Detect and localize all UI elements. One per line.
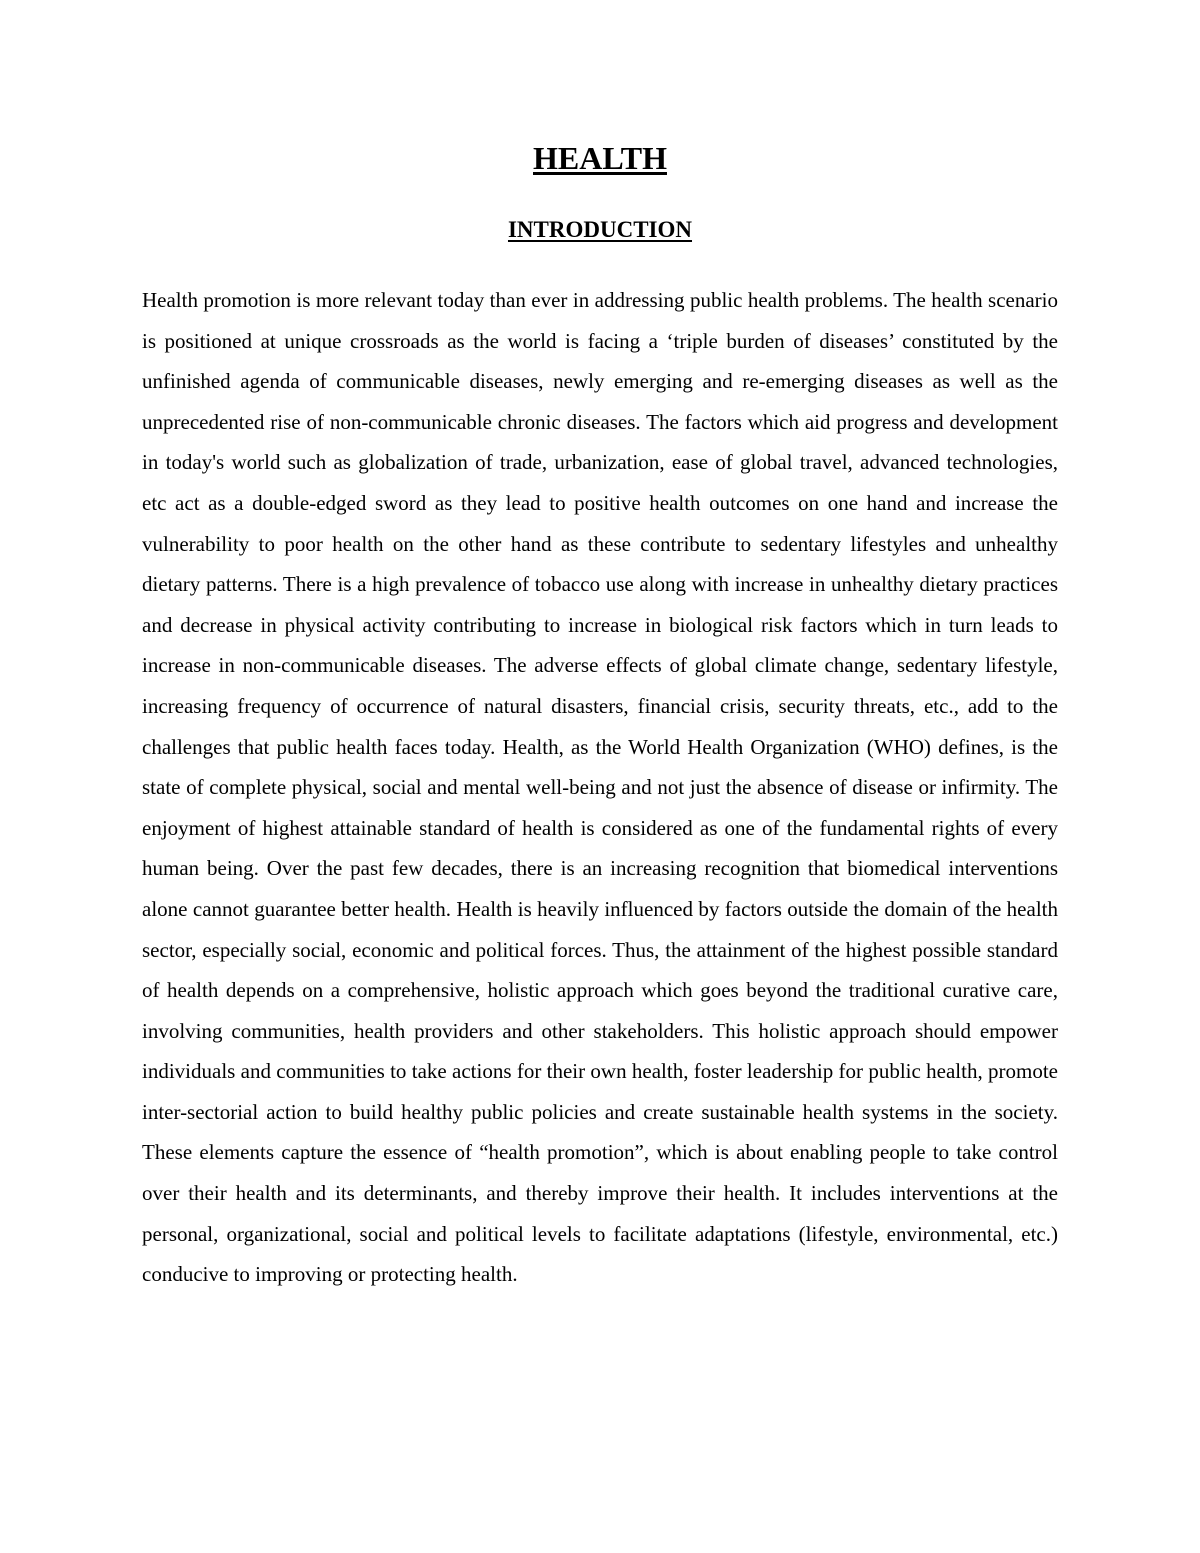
document-title: HEALTH (533, 140, 667, 176)
body-paragraph: Health promotion is more relevant today than ever in addressing public health problems. The health scenario is positioned at unique crossroads as the world is facing a ‘triple burden of diseases’ constituted by the unfinished agenda of communicable diseases, newly emerging and re-emerging diseases as well as the unprecedented rise of non-communicable chronic diseases. The factors which aid progress and development in today's world such as globalization of trade, urbanization, ease of global travel, advanced technologies, etc act as a double-edged sword as they lead to positive health outcomes on one hand and increase the vulnerability to poor health on the other hand as these contribute to sedentary lifestyles and unhealthy dietary patterns. There is a high prevalence of tobacco use along with increase in unhealthy dietary practices and decrease in physical activity contributing to increase in biological risk factors which in turn leads to increase in non-communicable diseases. The adverse effects of global climate change, sedentary lifestyle, increasing frequency of occurrence of natural disasters, financial crisis, security threats, etc., add to the challenges that public health faces today. Health, as the World Health Organization (WHO) defines, is the state of complete physical, social and mental well-being and not just the absence of disease or infirmity. The enjoyment of highest attainable standard of health is considered as one of the fundamental rights of every human being. Over the past few decades, there is an increasing recognition that biomedical interventions alone cannot guarantee better health. Health is heavily influenced by factors outside the domain of the health sector, especially social, economic and political forces. Thus, the attainment of the highest possible standard of health depends on a comprehensive, holistic approach which goes beyond the traditional curative care, involving communities, health providers and other stakeholders. This holistic approach should empower individuals and communities to take actions for their own health, foster leadership for public health, promote inter-sectorial action to build healthy public policies and create sustainable health systems in the society. These elements capture the essence of “health promotion”, which is about enabling people to take control over their health and its determinants, and thereby improve their health. It includes interventions at the personal, organizational, social and political levels to facilitate adaptations (lifestyle, environmental, etc.) conducive to improving or protecting health. (142, 288, 1058, 1287)
section-heading: INTRODUCTION (507, 217, 693, 242)
